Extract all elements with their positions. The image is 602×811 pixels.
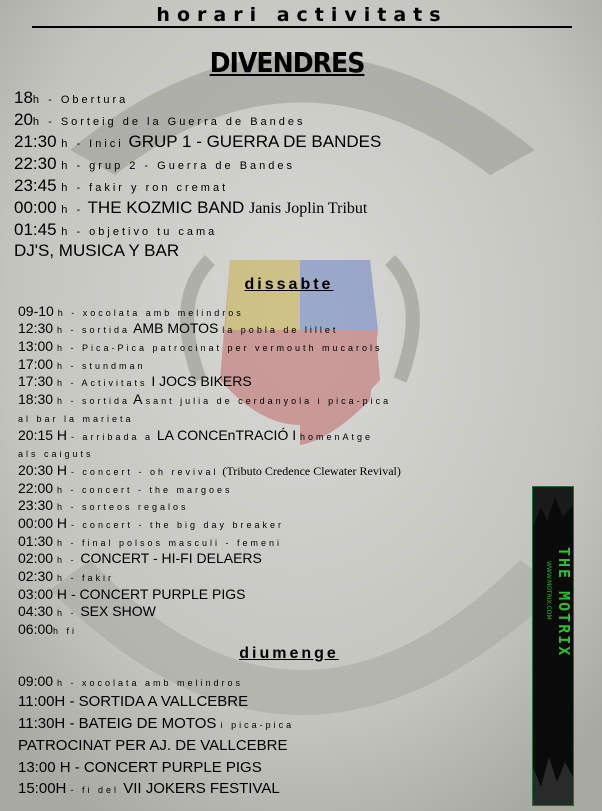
schedule-row: 03:00 H - CONCERT PURPLE PIGS <box>18 586 246 602</box>
day-heading-saturday: dissabte <box>244 276 334 293</box>
schedule-row: 20:30 H - concert - oh revival (Tributo Credence Clewater Revival) <box>18 462 401 478</box>
schedule-row: 12:30 h - sortida AMB MOTOS la pobla de lillet <box>18 320 339 336</box>
schedule-row: 11:00H - SORTIDA A VALLCEBRE <box>18 693 249 710</box>
schedule-row: 11:30H - BATEIG DE MOTOS i pica-pica <box>18 715 295 732</box>
page-title: horari activitats <box>32 4 572 28</box>
schedule-row: 22:30 h - grup 2 - Guerra de Bandes <box>14 154 296 173</box>
schedule-row: 15:00H - fi del VII JOKERS FESTIVAL <box>18 780 280 797</box>
schedule-row: als caiguts <box>18 449 94 459</box>
sponsor-logo-text: THE MOTRIX <box>555 547 573 658</box>
schedule-row: 01:45 h - objetivo tu cama <box>14 220 218 239</box>
schedule-row: 23:45 h - fakir y ron cremat <box>14 176 229 195</box>
sponsor-url-text: WWW.MOTRIX.COM <box>545 561 552 620</box>
schedule-row: 23:30 h - sorteos regalos <box>18 497 189 513</box>
schedule-row: 01:30 h - final polsos masculi - femeni <box>18 533 282 549</box>
schedule-row: PATROCINAT PER AJ. DE VALLCEBRE <box>18 737 288 754</box>
schedule-row: 02:30 h - fakir <box>18 568 114 584</box>
schedule-row: 04:30 h - SEX SHOW <box>18 603 156 619</box>
schedule-row: 20h - Sorteig de la Guerra de Bandes <box>14 110 306 129</box>
schedule-row: 17:00 h - stundman <box>18 356 146 372</box>
schedule-row: 00:00 h - THE KOZMIC BAND Janis Joplin Tribut <box>14 198 368 217</box>
schedule-row: 21:30 h - Inici GRUP 1 - GUERRA DE BANDES <box>14 132 382 151</box>
schedule-row: 18h - Obertura <box>14 88 129 107</box>
schedule-row: 02:00 h - CONCERT - HI-FI DELAERS <box>18 550 262 566</box>
schedule-row: 17:30 h - Activitats I JOCS BIKERS <box>18 373 252 389</box>
schedule-row: 22:00 h - concert - the margoes <box>18 480 233 496</box>
schedule-row: 00:00 H - concert - the big day breaker <box>18 515 284 531</box>
schedule-row: 06:00h fi <box>18 621 78 637</box>
schedule-row: 20:15 H - arribada a LA CONCEnTRACIÓ I homenAtge <box>18 427 374 443</box>
schedule-row: 18:30 h - sortida A sant julia de cerdanyola i pica-pica <box>18 391 392 407</box>
schedule-row: 09:00 h - xocolata amb melindros <box>18 673 243 689</box>
day-heading-sunday: diumenge <box>239 645 339 662</box>
schedule-row: 09-10 h - xocolata amb melindros <box>18 303 244 319</box>
schedule-row: 13:00 h - Pica-Pica patrocinat per vermouth mucarols <box>18 338 383 354</box>
day-heading-friday: DIVENDRES <box>209 46 365 79</box>
sponsor-logo <box>532 486 574 806</box>
schedule-row: 13:00 H - CONCERT PURPLE PIGS <box>18 759 262 776</box>
schedule-row: al bar la marieta <box>18 414 134 424</box>
schedule-row: DJ'S, MUSICA Y BAR <box>14 241 180 260</box>
